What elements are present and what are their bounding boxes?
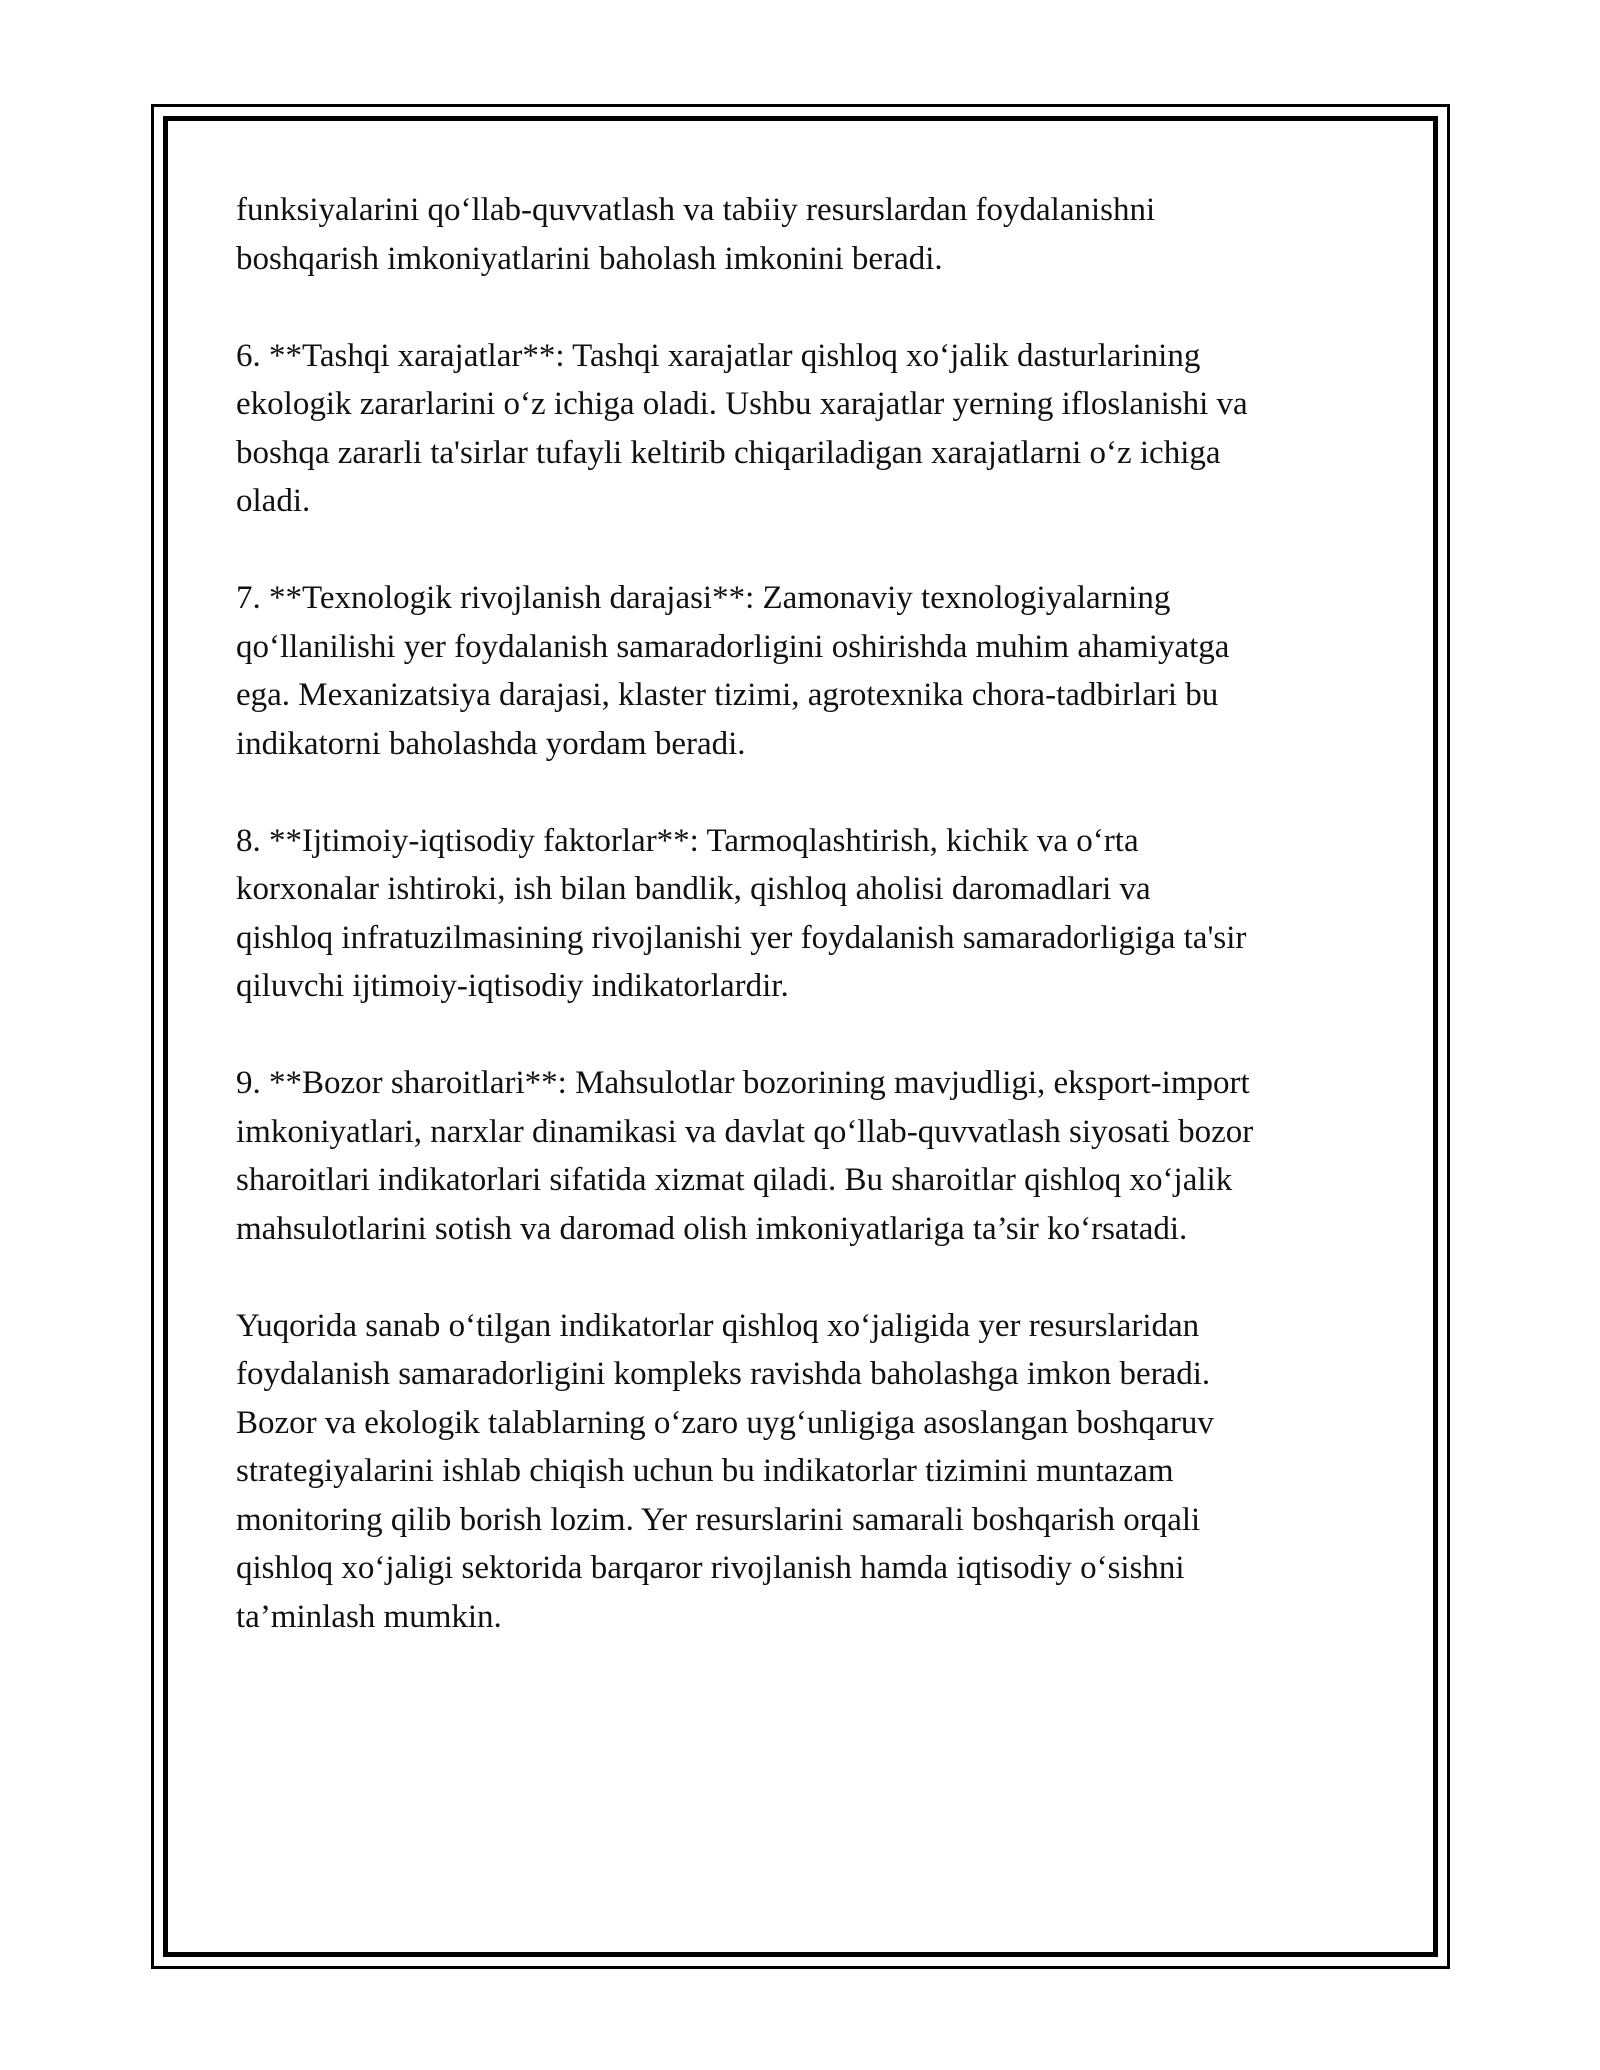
paragraph-item-6: 6. **Tashqi xarajatlar**: Tashqi xarajatlar qishloq xo‘jalik dasturlarining ekologik zararlarini o‘z ichiga oladi. Ushbu xarajatlar yerning ifloslanishi va boshqa zararli ta'sirlar tufayli keltirib chiqariladigan xarajatlarni o‘z ichiga oladi. (236, 337, 1248, 519)
paragraph-continuation: funksiyalarini qo‘llab-quvvatlash va tabiiy resurslardan foydalanishni boshqarish imkoniyatlarini baholash imkonini beradi. (236, 192, 1156, 277)
paragraph-conclusion: Yuqorida sanab o‘tilgan indikatorlar qishloq xo‘jaligida yer resurslaridan foydalanish samaradorligini kompleks ravishda baholashga imkon beradi. Bozor va ekologik talablarning o‘zaro uyg‘unligiga asoslangan boshqaruv strategiyalarini ishlab chiqish uchun bu indikatorlar tizimini muntazam monitoring qilib borish lozim. Yer resurslarini samarali boshqarish orqali qishloq xo‘jaligi sektorida barqaror rivojlanish hamda iqtisodiy o‘sishni ta’minlash mumkin. (236, 1307, 1214, 1635)
paragraph-item-9: 9. **Bozor sharoitlari**: Mahsulotlar bozorining mavjudligi, eksport-import imkoniyatlari, narxlar dinamikasi va davlat qo‘llab-quvvatlash siyosati bozor sharoitlari indikatorlari sifatida xizmat qiladi. Bu sharoitlar qishloq xo‘jalik mahsulotlarini sotish va daromad olish imkoniyatlariga ta’sir ko‘rsatadi. (236, 1065, 1254, 1247)
document-body (236, 186, 1386, 1690)
paragraph-item-8: 8. **Ijtimoiy-iqtisodiy faktorlar**: Tarmoqlashtirish, kichik va o‘rta korxonalar ishtiroki, ish bilan bandlik, qishloq aholisi daromadlari va qishloq infratuzilmasining rivojlanishi yer foydalanish samaradorligiga ta'sir qiluvchi ijtimoiy-iqtisodiy indikatorlardir. (236, 822, 1247, 1004)
paragraph-item-7: 7. **Texnologik rivojlanish darajasi**: Zamonaviy texnologiyalarning qo‘llanilishi yer foydalanish samaradorligini oshirishda muhim ahamiyatga ega. Mexanizatsiya darajasi, klaster tizimi, agrotexnika chora-tadbirlari bu indikatorni baholashda yordam beradi. (236, 580, 1230, 762)
